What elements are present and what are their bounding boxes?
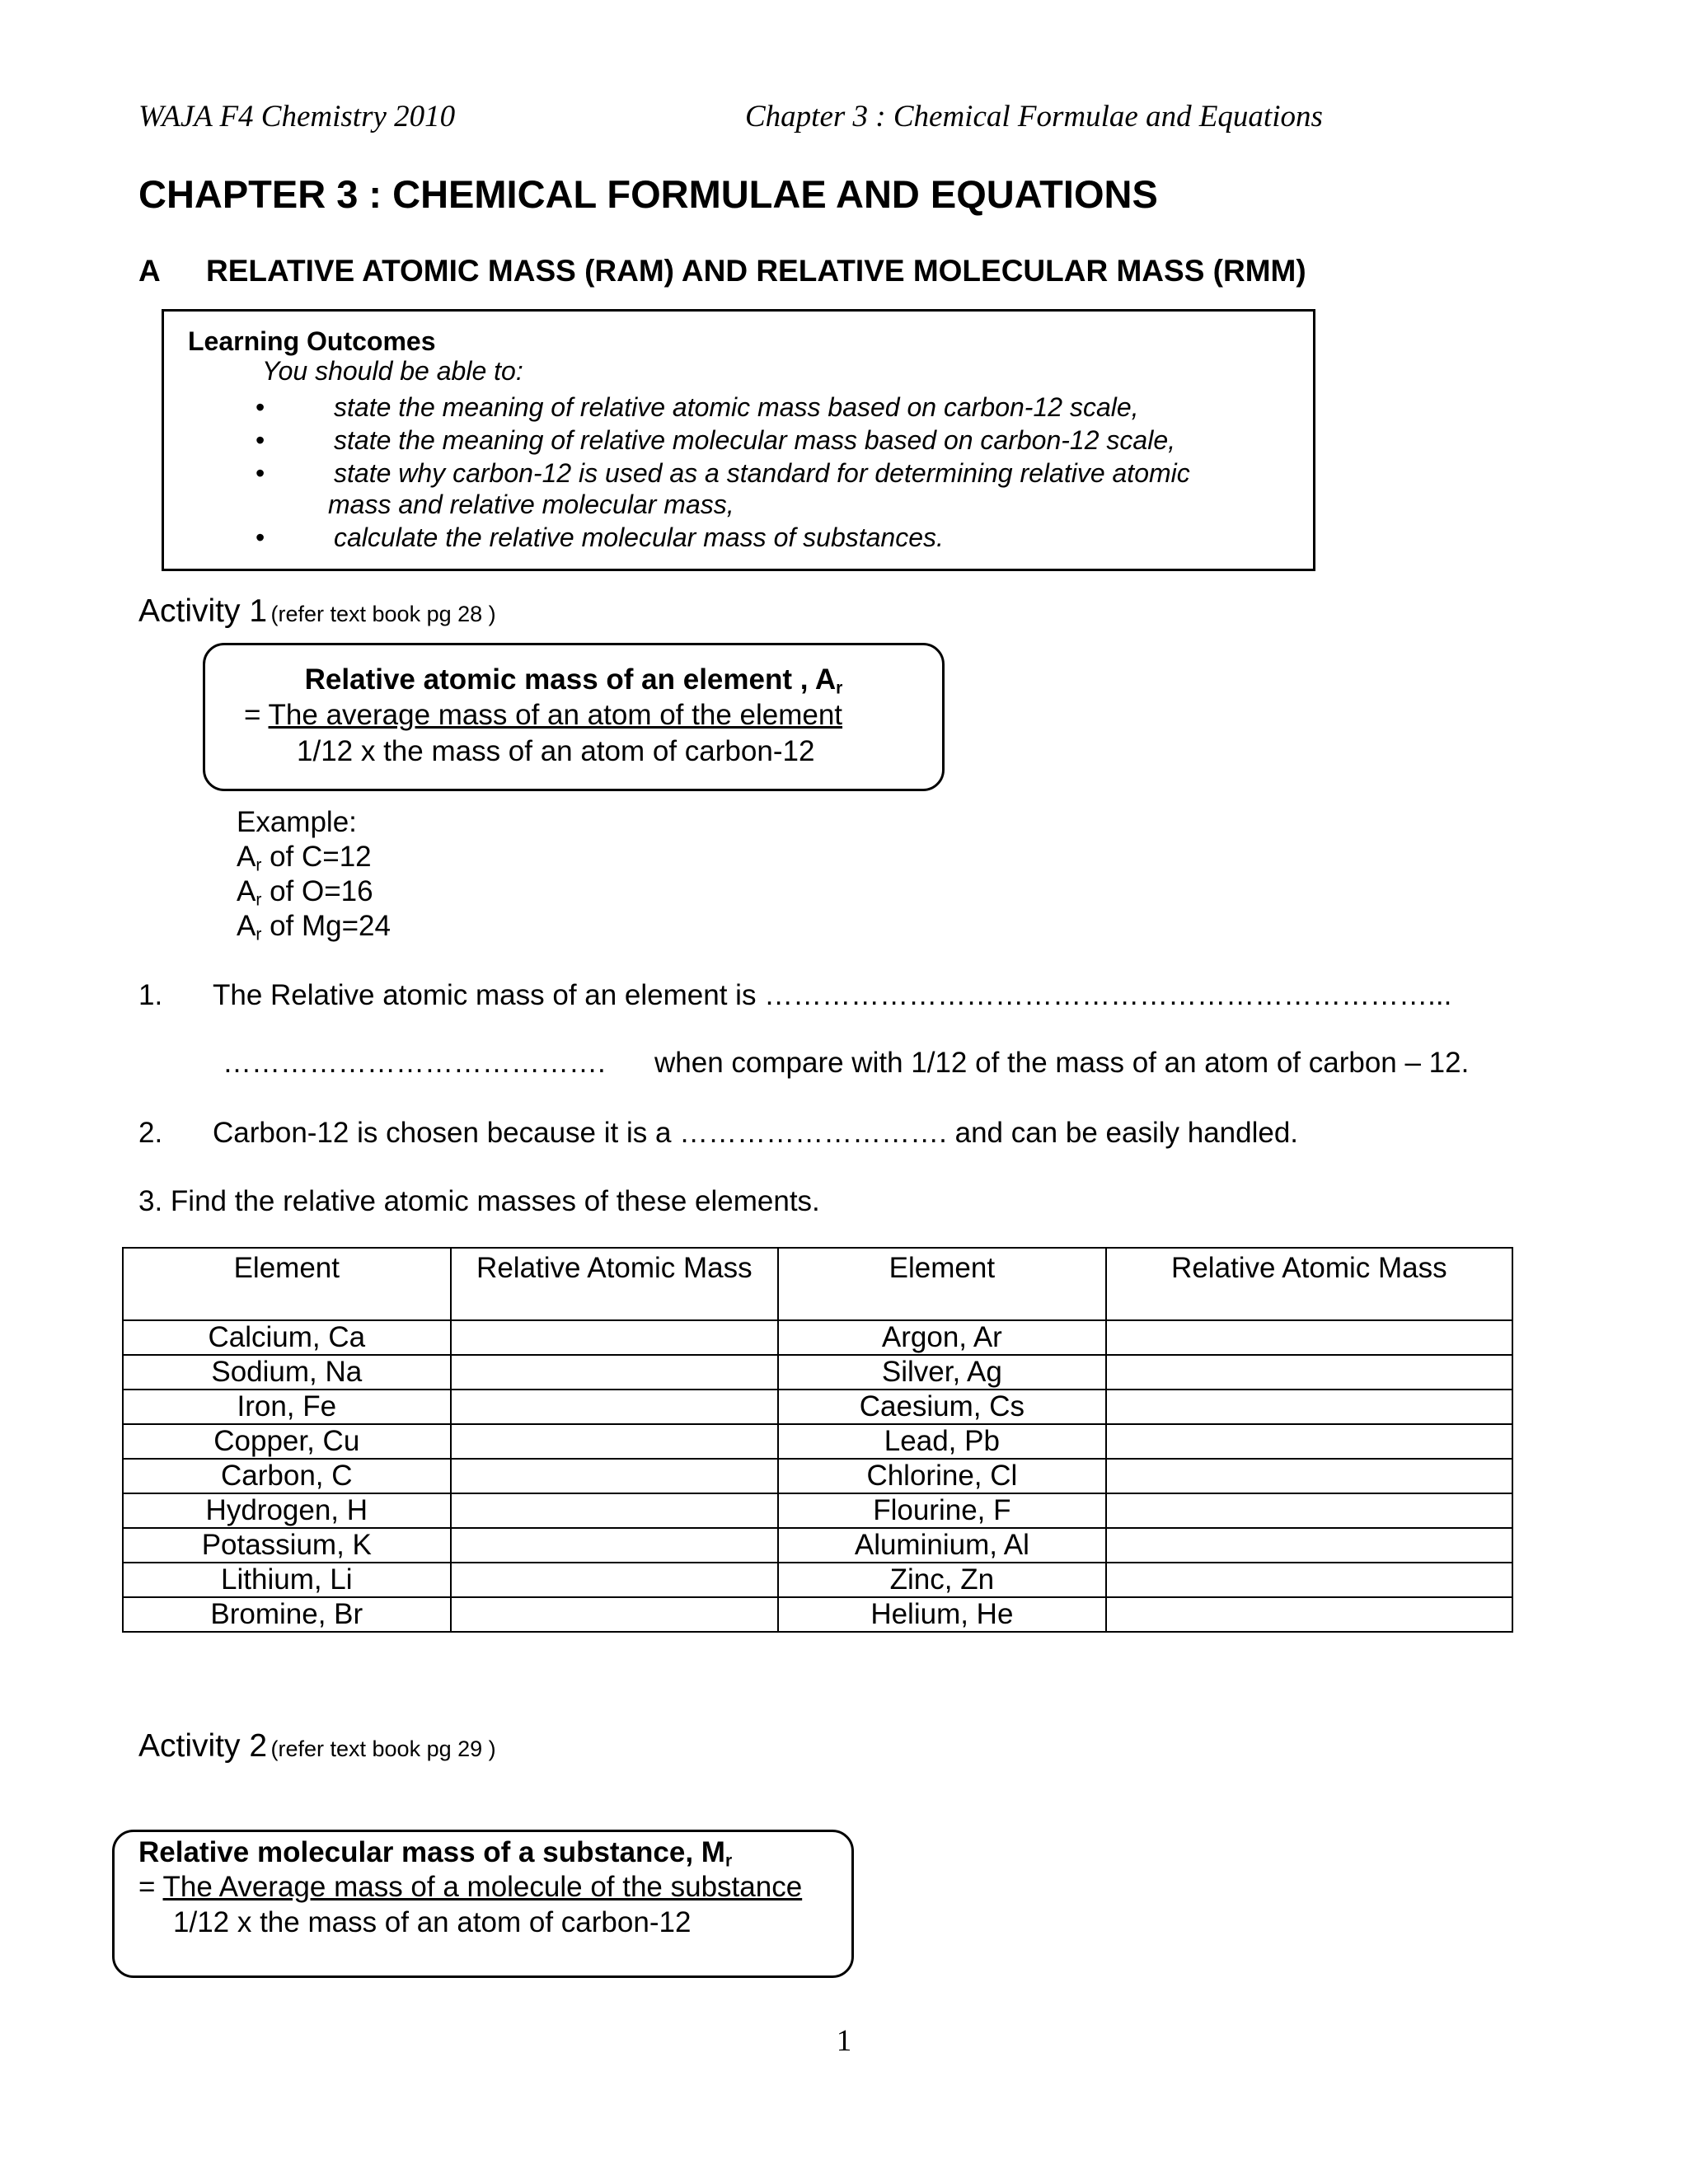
- element-cell: Sodium, Na: [123, 1355, 451, 1390]
- answer-cell[interactable]: [1106, 1563, 1512, 1597]
- answer-cell[interactable]: [451, 1320, 779, 1355]
- rmm-definition-fraction: [138, 1871, 802, 1904]
- ram-definition-title: Relative atomic mass of an element , $A_r$: [304, 663, 843, 698]
- answer-cell[interactable]: [1106, 1355, 1512, 1390]
- rmm-definition-title: Relative molecular mass of a substance, $M_r$: [138, 1836, 733, 1871]
- bullet-icon: •: [256, 425, 265, 455]
- equals-sign: =: [138, 1871, 163, 1903]
- answer-cell[interactable]: [451, 1528, 779, 1563]
- table-row: [123, 1597, 1512, 1632]
- outcome-text: calculate the relative molecular mass of substances.: [334, 523, 944, 552]
- element-cell: Potassium, K: [123, 1528, 451, 1563]
- table-row: [123, 1424, 1512, 1459]
- table-row: [123, 1528, 1512, 1563]
- example-item: $A_r$ of Mg=24: [237, 910, 391, 944]
- activity-1-label: Activity 1: [138, 593, 268, 629]
- answer-cell[interactable]: [451, 1563, 779, 1597]
- table-row: [123, 1459, 1512, 1493]
- question-2-number: 2.: [138, 1117, 163, 1149]
- chapter-title: CHAPTER 3 : CHEMICAL FORMULAE AND EQUATIONS: [138, 172, 1158, 216]
- learning-outcomes-intro: You should be able to:: [262, 356, 523, 386]
- outcome-text: state the meaning of relative molecular mass based on carbon-12 scale,: [334, 425, 1175, 455]
- element-cell: Helium, He: [778, 1597, 1106, 1632]
- page-number: 1: [836, 2024, 852, 2058]
- element-cell: Silver, Ag: [778, 1355, 1106, 1390]
- ram-denominator: 1/12 x the mass of an atom of carbon-12: [297, 735, 815, 767]
- answer-cell[interactable]: [451, 1493, 779, 1528]
- element-cell: Copper, Cu: [123, 1424, 451, 1459]
- relative-atomic-mass-table: [122, 1247, 1513, 1633]
- question-1-number: 1.: [138, 979, 163, 1011]
- element-cell: Flourine, F: [778, 1493, 1106, 1528]
- answer-cell[interactable]: [451, 1390, 779, 1424]
- element-cell: Argon, Ar: [778, 1320, 1106, 1355]
- bullet-icon: •: [256, 392, 265, 422]
- answer-cell[interactable]: [1106, 1390, 1512, 1424]
- column-header: Relative Atomic Mass: [451, 1248, 779, 1320]
- element-cell: Calcium, Ca: [123, 1320, 451, 1355]
- outcome-text: state why carbon-12 is used as a standard for determining relative atomic: [334, 458, 1190, 488]
- rmm-denominator: 1/12 x the mass of an atom of carbon-12: [173, 1906, 692, 1938]
- element-cell: Hydrogen, H: [123, 1493, 451, 1528]
- question-1-text-cont: when compare with 1/12 of the mass of an atom of carbon – 12.: [654, 1047, 1470, 1079]
- learning-outcomes-title: Learning Outcomes: [188, 326, 436, 356]
- outcome-text-continuation: mass and relative molecular mass,: [328, 490, 734, 519]
- element-cell: Carbon, C: [123, 1459, 451, 1493]
- activity-2-label: Activity 2: [138, 1728, 268, 1764]
- example-item: $A_r$ of O=16: [237, 875, 373, 910]
- answer-cell[interactable]: [451, 1424, 779, 1459]
- table-row: [123, 1493, 1512, 1528]
- table-row: [123, 1563, 1512, 1597]
- example-label: Example:: [237, 806, 357, 838]
- element-cell: Chlorine, Cl: [778, 1459, 1106, 1493]
- table-row: [123, 1320, 1512, 1355]
- activity-1-ref: (refer text book pg 28 ): [270, 602, 496, 626]
- table-row: [123, 1355, 1512, 1390]
- column-header: Relative Atomic Mass: [1106, 1248, 1512, 1320]
- element-cell: Lead, Pb: [778, 1424, 1106, 1459]
- element-cell: Bromine, Br: [123, 1597, 451, 1632]
- equals-sign: =: [244, 699, 269, 731]
- question-1-blank[interactable]: ………………………………….: [223, 1047, 606, 1079]
- element-cell: Caesium, Cs: [778, 1390, 1106, 1424]
- column-header: Element: [123, 1248, 451, 1320]
- answer-cell[interactable]: [451, 1355, 779, 1390]
- column-header: Element: [778, 1248, 1106, 1320]
- ram-numerator: The average mass of an atom of the element: [268, 699, 843, 731]
- table-row: [123, 1390, 1512, 1424]
- outcome-text: state the meaning of relative atomic mass based on carbon-12 scale,: [334, 392, 1139, 422]
- header-right: Chapter 3 : Chemical Formulae and Equations: [745, 100, 1323, 134]
- answer-cell[interactable]: [1106, 1459, 1512, 1493]
- answer-cell[interactable]: [1106, 1493, 1512, 1528]
- element-cell: Iron, Fe: [123, 1390, 451, 1424]
- element-cell: Zinc, Zn: [778, 1563, 1106, 1597]
- question-1-text: The Relative atomic mass of an element is ……………………………………………………………...: [213, 979, 1452, 1011]
- question-2-text: Carbon-12 is chosen because it is a ………………………. and can be easily handled.: [213, 1117, 1299, 1149]
- answer-cell[interactable]: [451, 1597, 779, 1632]
- element-cell: Aluminium, Al: [778, 1528, 1106, 1563]
- answer-cell[interactable]: [451, 1459, 779, 1493]
- activity-1-heading: [138, 593, 496, 630]
- element-cell: Lithium, Li: [123, 1563, 451, 1597]
- ram-definition-fraction: [244, 699, 842, 732]
- question-3-text: 3. Find the relative atomic masses of these elements.: [138, 1185, 820, 1217]
- answer-cell[interactable]: [1106, 1424, 1512, 1459]
- table-header-row: [123, 1248, 1512, 1320]
- bullet-icon: •: [256, 523, 265, 552]
- activity-2-heading: [138, 1728, 496, 1765]
- answer-cell[interactable]: [1106, 1528, 1512, 1563]
- section-letter: A: [138, 254, 161, 288]
- section-title: RELATIVE ATOMIC MASS (RAM) AND RELATIVE MOLECULAR MASS (RMM): [206, 254, 1306, 288]
- example-item: $A_r$ of C=12: [237, 841, 372, 875]
- rmm-numerator: The Average mass of a molecule of the substance: [162, 1871, 803, 1903]
- header-left: WAJA F4 Chemistry 2010: [138, 100, 456, 134]
- answer-cell[interactable]: [1106, 1320, 1512, 1355]
- activity-2-ref: (refer text book pg 29 ): [270, 1736, 496, 1761]
- bullet-icon: •: [256, 458, 265, 488]
- answer-cell[interactable]: [1106, 1597, 1512, 1632]
